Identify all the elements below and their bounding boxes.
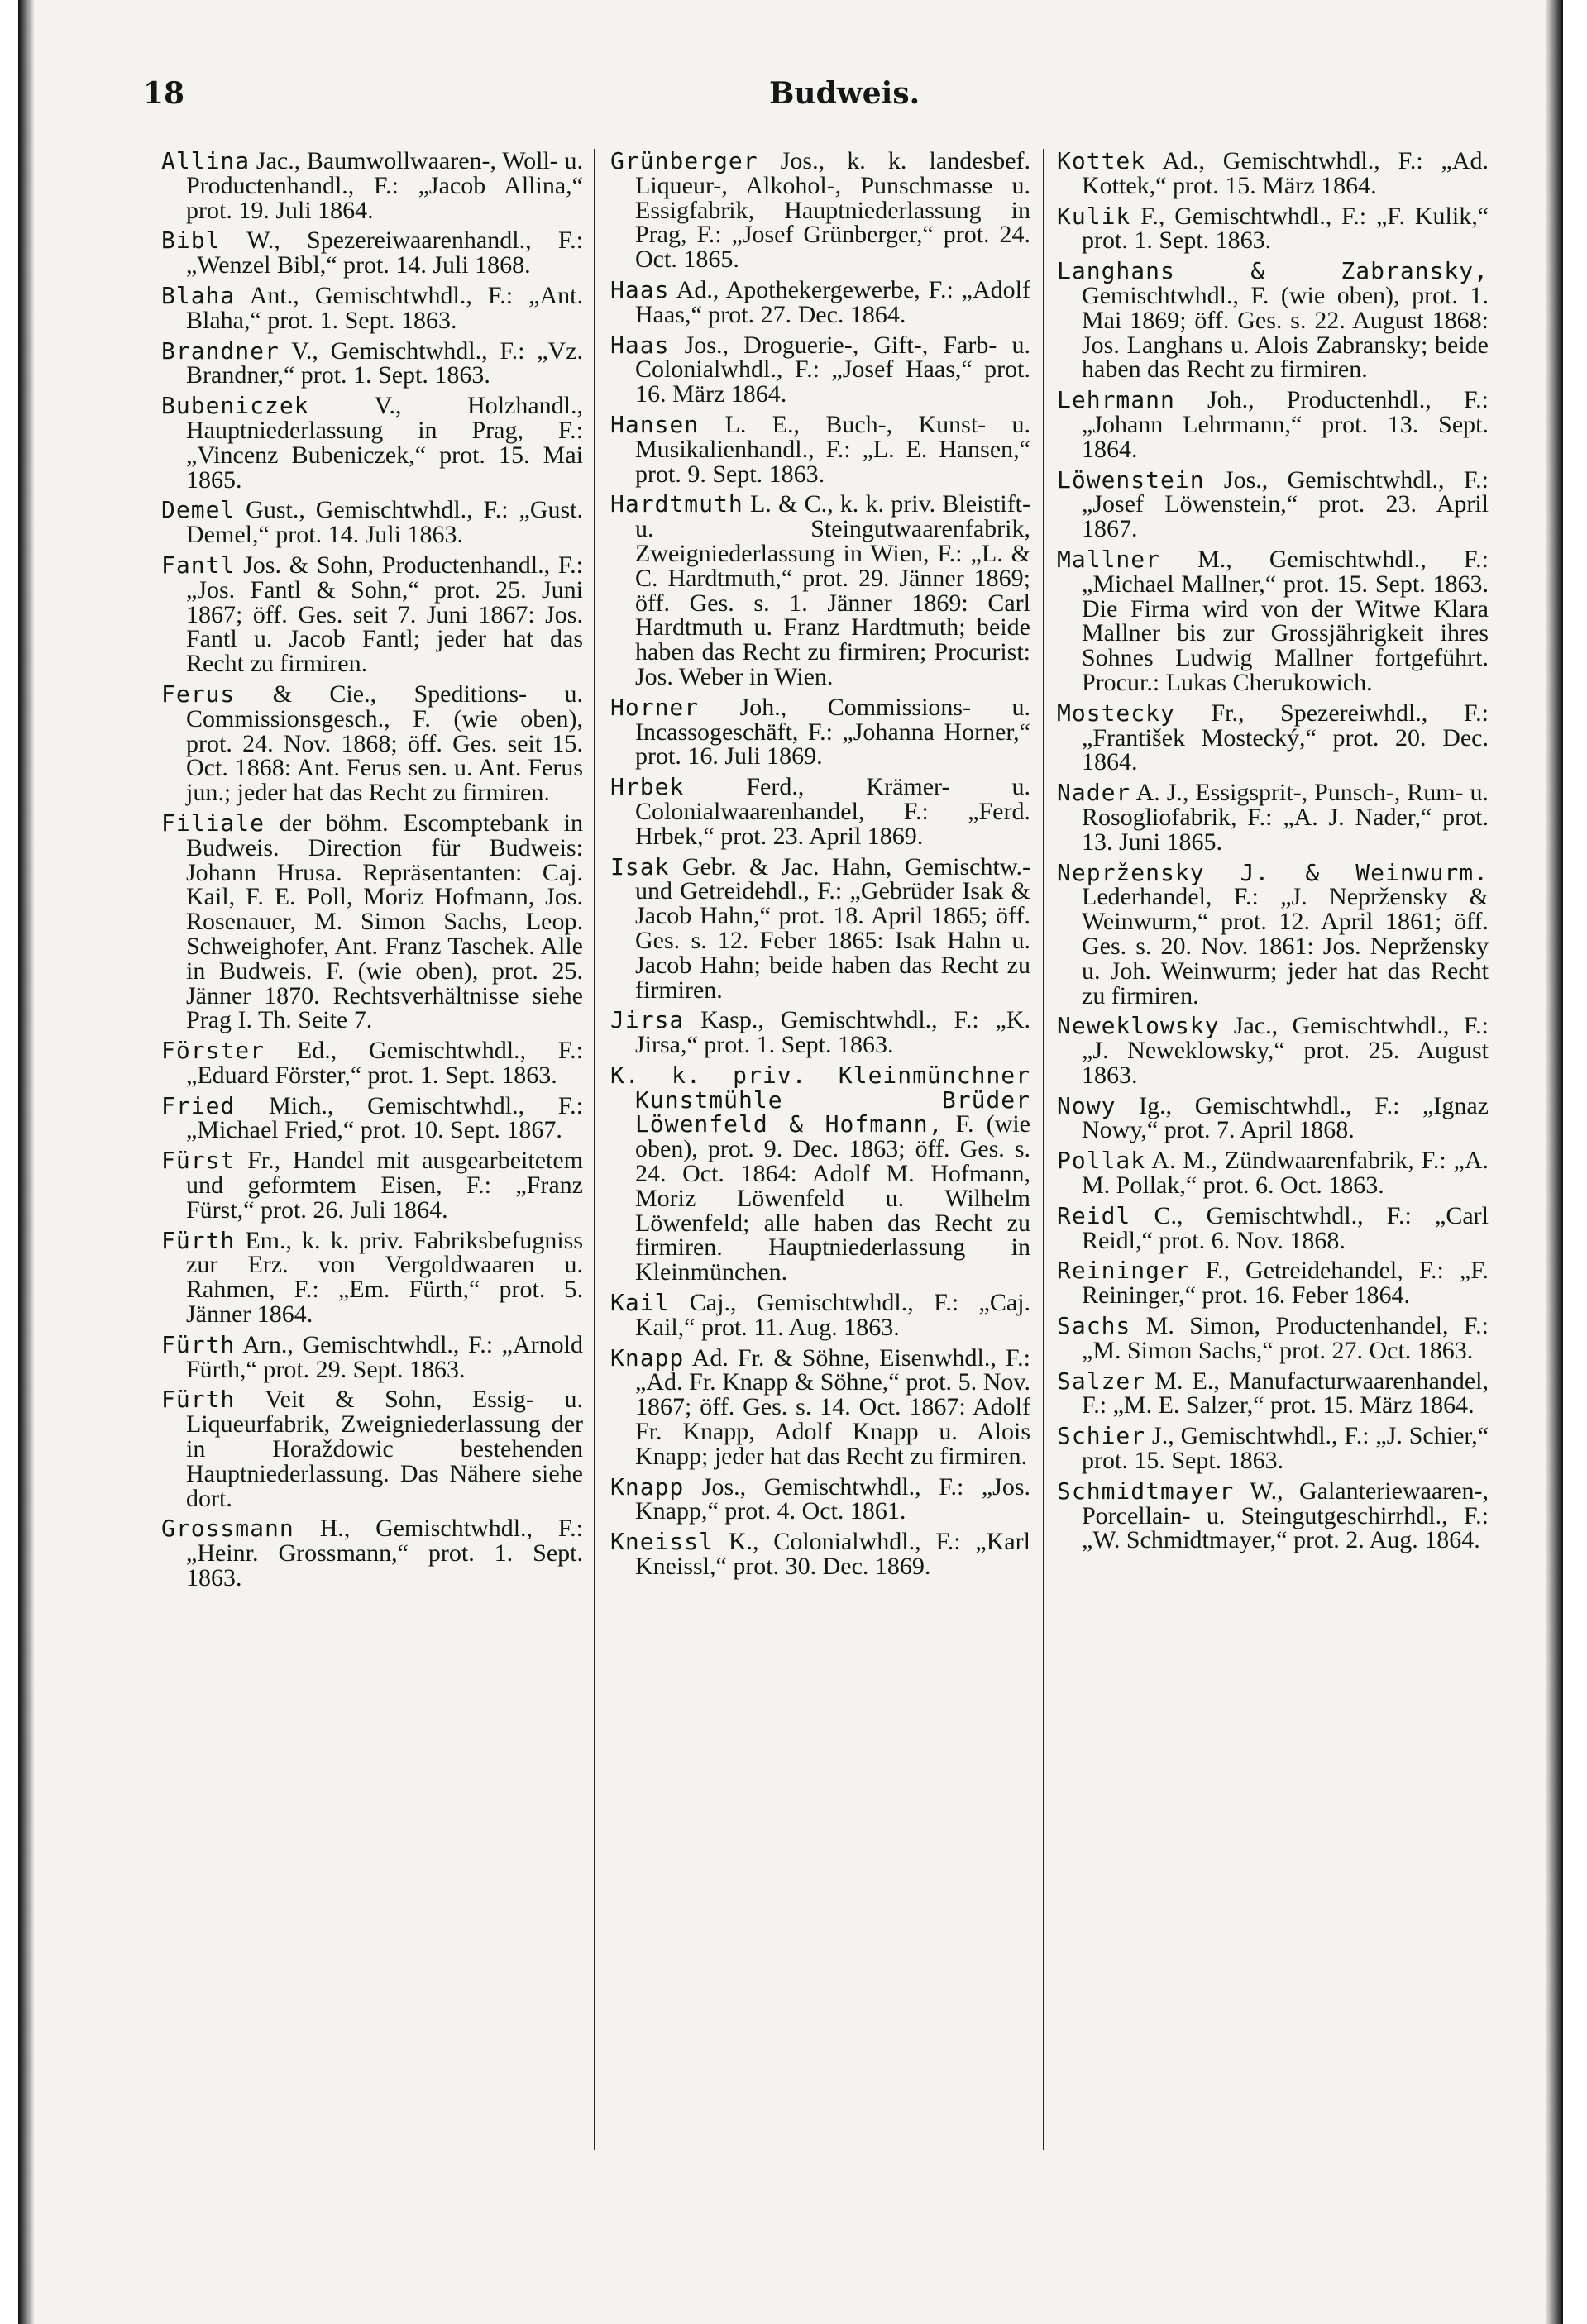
- entry-name: Brandner: [161, 336, 280, 365]
- directory-entry: [161, 553, 583, 676]
- entry-text: M. E., Manufacturwaarenhandel, F.: „M. E. Salzer,“ prot. 15. März 1864.: [1082, 1367, 1489, 1420]
- directory-entry: [1057, 1201, 1489, 1254]
- directory-entry: [1057, 780, 1489, 854]
- entry-text: L. & C., k. k. priv. Bleistift- u. Steingutwaarenfabrik, Zweigniederlassung in Wien, F.: „L. & C. Hardtmuth,“ prot. 29. Jänner 1869; öff. Ges. s. 1. Jänner 1869: Carl Hardtmuth u. Franz Hardtmuth; beide haben das Recht zu firmiren; Procurist: Jos. Weber in Wien.: [635, 490, 1031, 690]
- directory-entry: [161, 1330, 583, 1383]
- entry-text: Ig., Gemischtwhdl., F.: „Ignaz Nowy,“ prot. 7. April 1868.: [1082, 1091, 1489, 1144]
- entry-text: K., Colonialwhdl., F.: „Karl Kneissl,“ prot. 30. Dec. 1869.: [635, 1528, 1030, 1581]
- entry-text: Jac., Baumwollwaaren-, Woll- u. Productenhandl., F.: „Jacob Allina,“ prot. 19. Juli 1864.: [186, 147, 583, 224]
- entry-name: Lehrmann: [1057, 386, 1175, 414]
- directory-entry: [161, 1038, 583, 1088]
- entry-text: & Cie., Speditions- u. Commissionsgesch., F. (wie oben), prot. 24. Nov. 1868; öff. Ges. seit 15. Oct. 1868: Ant. Ferus sen. u. Ant. Ferus jun.; jeder hat das Recht zu firmiren.: [186, 680, 584, 807]
- directory-entry: [1057, 1424, 1489, 1473]
- entry-name: Hardtmuth: [610, 490, 743, 518]
- entry-text: Gust., Gemischtwhdl., F.: „Gust. Demel,“ prot. 14. Juli 1863.: [186, 496, 583, 549]
- entry-text: Jos. & Sohn, Productenhandl., F.: „Jos. Fantl & Sohn,“ prot. 25. Juni 1867; öff. Ges. seit 7. Juni 1867: Jos. Fantl u. Jacob Fantl; jeder hat das Recht zu firmiren.: [186, 551, 584, 678]
- directory-entry: [161, 682, 583, 805]
- directory-entry: [1057, 858, 1489, 1009]
- directory-entry: [1057, 388, 1489, 461]
- entry-name: Nader: [1057, 779, 1131, 807]
- entry-name: Reininger: [1057, 1257, 1190, 1285]
- entry-name: Kail: [610, 1289, 670, 1317]
- entry-name: Reidl: [1057, 1201, 1131, 1229]
- directory-entry: [161, 1516, 583, 1590]
- entry-name: Langhans & Zabransky,: [1057, 257, 1489, 285]
- entry-text: der böhm. Escomptebank in Budweis. Direction für Budweis: Johann Hrusa. Repräsentanten: Caj. Kail, F. E. Poll, Moriz Hofmann, Jos. Rosenauer, M. Simon Sachs, Leop. Schweighofer, Ant. Franz Taschek. Alle in Budweis. F. (wie oben), prot. 25. Jänner 1870. Rechtsverhältnisse siehe Prag I. Th. Seite 7.: [186, 809, 584, 1034]
- entry-text: Ferd., Krämer- u. Colonialwaarenhandel, F.: „Ferd. Hrbek,“ prot. 23. April 1869.: [635, 773, 1031, 850]
- entry-name: Löwenstein: [1057, 465, 1205, 494]
- directory-entry: [1057, 1148, 1489, 1198]
- directory-entry: [1057, 1091, 1489, 1144]
- entry-name: Kneissl: [610, 1528, 715, 1556]
- entry-name: Jirsa: [610, 1006, 685, 1034]
- entry-name: Förster: [161, 1037, 265, 1065]
- entry-name: K. k. priv. Kleinmünchner Kunstmühle Brüder Löwenfeld & Hofmann,: [610, 1061, 1030, 1138]
- entry-text: V., Holzhandl., Hauptniederlassung in Prag, F.: „Vincenz Bubeniczek,“ prot. 15. Mai 1865.: [186, 392, 583, 494]
- entry-text: Gemischtwhdl., F. (wie oben), prot. 1. Mai 1869; öff. Ges. s. 22. August 1868: Jos. Langhans u. Alois Zabransky; beide haben das Recht zu firmiren.: [1082, 281, 1489, 384]
- column-3: [1057, 149, 1489, 1558]
- entry-text: F., Getreidehandel, F.: „F. Reininger,“ prot. 16. Feber 1864.: [1082, 1257, 1489, 1310]
- entry-name: Grünberger: [610, 147, 758, 174]
- entry-name: Bibl: [161, 227, 221, 255]
- running-head: Budweis.: [769, 76, 920, 111]
- entry-text: H., Gemischtwhdl., F.: „Heinr. Grossmann,“ prot. 1. Sept. 1863.: [186, 1515, 583, 1592]
- directory-entry: [161, 394, 583, 492]
- directory-entry: [610, 695, 1030, 769]
- directory-entry: [610, 275, 1030, 328]
- entry-name: Kulik: [1057, 202, 1131, 230]
- entry-text: Jos., Droguerie-, Gift-, Farb- u. Colonialwhdl., F.: „Josef Haas,“ prot. 16. März 1864.: [635, 331, 1031, 408]
- directory-entry: [161, 1091, 584, 1144]
- entry-name: Fürth: [161, 1330, 236, 1358]
- column-rule: [1043, 149, 1044, 2150]
- entry-name: Salzer: [1057, 1367, 1146, 1395]
- entry-text: F. (wie oben), prot. 9. Dec. 1863; öff. Ges. s. 24. Oct. 1864: Adolf M. Hofmann, Moriz Löwenfeld u. Wilhelm Löwenfeld; alle haben das Recht zu firmiren. Hauptniederlassung in Kleinmünchen.: [635, 1110, 1030, 1286]
- entry-name: Schmidtmayer: [1057, 1477, 1235, 1505]
- entry-text: Ed., Gemischtwhdl., F.: „Eduard Förster,“ prot. 1. Sept. 1863.: [186, 1037, 584, 1089]
- directory-entry: [1057, 1258, 1489, 1308]
- entry-name: Fürst: [161, 1147, 236, 1175]
- entry-name: Grossmann: [161, 1515, 294, 1543]
- directory-entry: [610, 1063, 1030, 1285]
- entry-text: Fr., Handel mit ausgearbeitetem und geformtem Eisen, F.: „Franz Fürst,“ prot. 26. Juli 1864.: [186, 1147, 584, 1224]
- directory-entry: [161, 811, 583, 1033]
- directory-entry: [1057, 701, 1489, 775]
- entry-text: Jac., Gemischtwhdl., F.: „J. Neweklowsky,“ prot. 25. August 1863.: [1082, 1012, 1489, 1089]
- entry-text: Ant., Gemischtwhdl., F.: „Ant. Blaha,“ prot. 1. Sept. 1863.: [186, 281, 583, 334]
- entry-name: Kottek: [1057, 147, 1146, 174]
- entry-name: Fried: [161, 1091, 236, 1119]
- entry-name: Schier: [1057, 1422, 1146, 1450]
- directory-entry: [161, 1226, 584, 1329]
- entry-text: V., Gemischtwhdl., F.: „Vz. Brandner,“ prot. 1. Sept. 1863.: [186, 336, 584, 389]
- column-1: [161, 149, 583, 1596]
- directory-entry: [1057, 259, 1489, 382]
- directory-entry: [610, 492, 1030, 689]
- entry-name: Nepržensky J. & Weinwurm.: [1057, 858, 1489, 886]
- entry-text: Arn., Gemischtwhdl., F.: „Arnold Fürth,“ prot. 29. Sept. 1863.: [186, 1330, 583, 1383]
- directory-entry: [1057, 465, 1489, 543]
- entry-text: Lederhandel, F.: „J. Nepržensky & Weinwurm,“ prot. 12. April 1861; öff. Ges. s. 20. Nov. 1861: Jos. Nepržensky u. Joh. Weinwurm; jeder hat das Recht zu firmiren.: [1082, 883, 1489, 1009]
- entry-name: Fantl: [161, 551, 236, 579]
- entry-name: Allina: [161, 147, 251, 174]
- column-rule: [594, 149, 595, 2150]
- entry-text: M. Simon, Productenhandel, F.: „M. Simon Sachs,“ prot. 27. Oct. 1863.: [1082, 1312, 1489, 1364]
- entry-text: W., Galanteriewaaren-, Porcellain- u. Steingutgeschirrhdl., F.: „W. Schmidtmayer,“ prot. 2. Aug. 1864.: [1082, 1477, 1489, 1554]
- entry-text: Kasp., Gemischtwhdl., F.: „K. Jirsa,“ prot. 1. Sept. 1863.: [635, 1006, 1031, 1059]
- entry-text: Mich., Gemischtwhdl., F.: „Michael Fried,“ prot. 10. Sept. 1867.: [186, 1091, 584, 1144]
- entry-text: F., Gemischtwhdl., F.: „F. Kulik,“ prot. 1. Sept. 1863.: [1082, 202, 1489, 255]
- entry-text: J., Gemischtwhdl., F.: „J. Schier,“ prot. 15. Sept. 1863.: [1082, 1422, 1489, 1475]
- entry-name: Hrbek: [610, 773, 685, 801]
- entry-name: Demel: [161, 496, 236, 524]
- directory-entry: [610, 1472, 1031, 1525]
- directory-entry: [1057, 1369, 1489, 1419]
- scan-shadow-left: [18, 0, 35, 2324]
- entry-text: C., Gemischtwhdl., F.: „Carl Reidl,“ prot. 6. Nov. 1868.: [1082, 1201, 1489, 1254]
- directory-entry: [1057, 149, 1489, 198]
- entry-text: Veit & Sohn, Essig- u. Liqueurfabrik, Zweigniederlassung der in Horaždowic bestehenden Hauptniederlassung. Das Nähere siehe dort.: [186, 1386, 583, 1512]
- entry-name: Filiale: [161, 809, 265, 837]
- entry-text: Joh., Productenhdl., F.: „Johann Lehrmann,“ prot. 13. Sept. 1864.: [1082, 386, 1489, 463]
- page-number: 18: [143, 76, 185, 111]
- entry-name: Pollak: [1057, 1147, 1146, 1175]
- entry-name: Bubeniczek: [161, 392, 309, 420]
- directory-entry: [610, 1008, 1030, 1057]
- entry-text: Ad. Fr. & Söhne, Eisenwhdl., F.: „Ad. Fr. Knapp & Söhne,“ prot. 5. Nov. 1867; öff. Ges. s. 14. Oct. 1867: Adolf Fr. Knapp, Adolf Knapp u. Alois Knapp; jeder hat das Recht zu firmiren.: [635, 1343, 1030, 1470]
- entry-name: Ferus: [161, 680, 236, 708]
- entry-text: Jos., Gemischtwhdl., F.: „Josef Löwenstein,“ prot. 23. April 1867.: [1082, 465, 1489, 543]
- directory-entry: [610, 410, 1030, 488]
- directory-entry: [161, 336, 584, 389]
- directory-entry: [161, 149, 583, 222]
- entry-text: A. M., Zündwaarenfabrik, F.: „A. M. Pollak,“ prot. 6. Oct. 1863.: [1082, 1147, 1489, 1200]
- entry-text: Jos., k. k. landesbef. Liqueur-, Alkohol-, Punschmasse u. Essigfabrik, Hauptniederlassung in Prag, F.: „Josef Grünberger,“ prot. 24. Oct. 1865.: [635, 147, 1030, 274]
- directory-entry: [610, 775, 1030, 848]
- entry-name: Fürth: [161, 1226, 236, 1254]
- directory-entry: [1057, 1014, 1489, 1087]
- entry-name: Hansen: [610, 410, 700, 438]
- entry-text: A. J., Essigsprit-, Punsch-, Rum- u. Rosogliofabrik, F.: „A. J. Nader,“ prot. 13. Juni 1865.: [1082, 779, 1489, 856]
- entry-name: Neweklowsky: [1057, 1012, 1220, 1040]
- entry-text: Jos., Gemischtwhdl., F.: „Jos. Knapp,“ prot. 4. Oct. 1861.: [635, 1472, 1031, 1525]
- entry-name: Mallner: [1057, 545, 1161, 573]
- directory-entry: [610, 1291, 1030, 1340]
- entry-name: Knapp: [610, 1343, 685, 1372]
- entry-text: Ad., Apothekergewerbe, F.: „Adolf Haas,“ prot. 27. Dec. 1864.: [635, 275, 1030, 328]
- directory-entry: [161, 1387, 583, 1510]
- entry-name: Isak: [610, 852, 670, 880]
- scan-shadow-right: [1545, 0, 1563, 2324]
- entry-name: Haas: [610, 331, 670, 359]
- entry-name: Blaha: [161, 281, 236, 309]
- entry-name: Sachs: [1057, 1312, 1131, 1340]
- directory-entry: [610, 149, 1030, 272]
- entry-name: Nowy: [1057, 1091, 1116, 1119]
- directory-entry: [1057, 204, 1489, 254]
- directory-entry: [161, 498, 583, 547]
- entry-name: Mostecky: [1057, 699, 1175, 727]
- entry-text: L. E., Buch-, Kunst- u. Musikalienhandl., F.: „L. E. Hansen,“ prot. 9. Sept. 1863.: [635, 410, 1030, 488]
- entry-name: Knapp: [610, 1472, 685, 1501]
- entry-text: W., Spezereiwaarenhandl., F.: „Wenzel Bibl,“ prot. 14. Juli 1868.: [186, 227, 583, 279]
- entry-name: Horner: [610, 693, 700, 721]
- directory-entry: [1057, 1479, 1489, 1553]
- entry-text: Em., k. k. priv. Fabriksbefugniss zur Erz. von Vergoldwaaren u. Rahmen, F.: „Em. Fürth,“ prot. 5. Jänner 1864.: [186, 1226, 584, 1329]
- directory-entry: [161, 228, 583, 278]
- entry-text: Gebr. & Jac. Hahn, Gemischtw.- und Getreidehdl., F.: „Gebrüder Isak & Jacob Hahn,“ prot. 18. April 1865; öff. Ges. s. 12. Feber 1865: Isak Hahn u. Jacob Hahn; beide haben das Recht zu firmiren.: [635, 852, 1030, 1004]
- directory-entry: [610, 1529, 1030, 1579]
- directory-entry: [1057, 1314, 1489, 1363]
- entry-text: Joh., Commissions- u. Incassogeschäft, F.: „Johanna Horner,“ prot. 16. Juli 1869.: [635, 693, 1030, 771]
- entry-name: Haas: [610, 275, 670, 303]
- entry-name: Fürth: [161, 1386, 236, 1414]
- entry-text: Caj., Gemischtwhdl., F.: „Caj. Kail,“ prot. 11. Aug. 1863.: [635, 1289, 1031, 1341]
- directory-entry: [161, 1148, 583, 1222]
- entry-text: Ad., Gemischtwhdl., F.: „Ad. Kottek,“ prot. 15. März 1864.: [1082, 147, 1489, 199]
- directory-entry: [610, 852, 1030, 1004]
- directory-entry: [161, 281, 583, 334]
- directory-entry: [610, 333, 1030, 407]
- entry-text: M., Gemischtwhdl., F.: „Michael Mallner,“ prot. 15. Sept. 1863. Die Firma wird von der Witwe Klara Mallner bis zur Grossjährigkeit ihres Sohnes Ludwig Mallner fortgeführt. Procur.: Lukas Cherukowich.: [1082, 545, 1489, 696]
- directory-entry: [1057, 547, 1489, 695]
- directory-entry: [610, 1343, 1030, 1470]
- column-2: [610, 149, 1030, 1585]
- entry-text: Fr., Spezereiwhdl., F.: „František Mostecký,“ prot. 20. Dec. 1864.: [1082, 699, 1489, 776]
